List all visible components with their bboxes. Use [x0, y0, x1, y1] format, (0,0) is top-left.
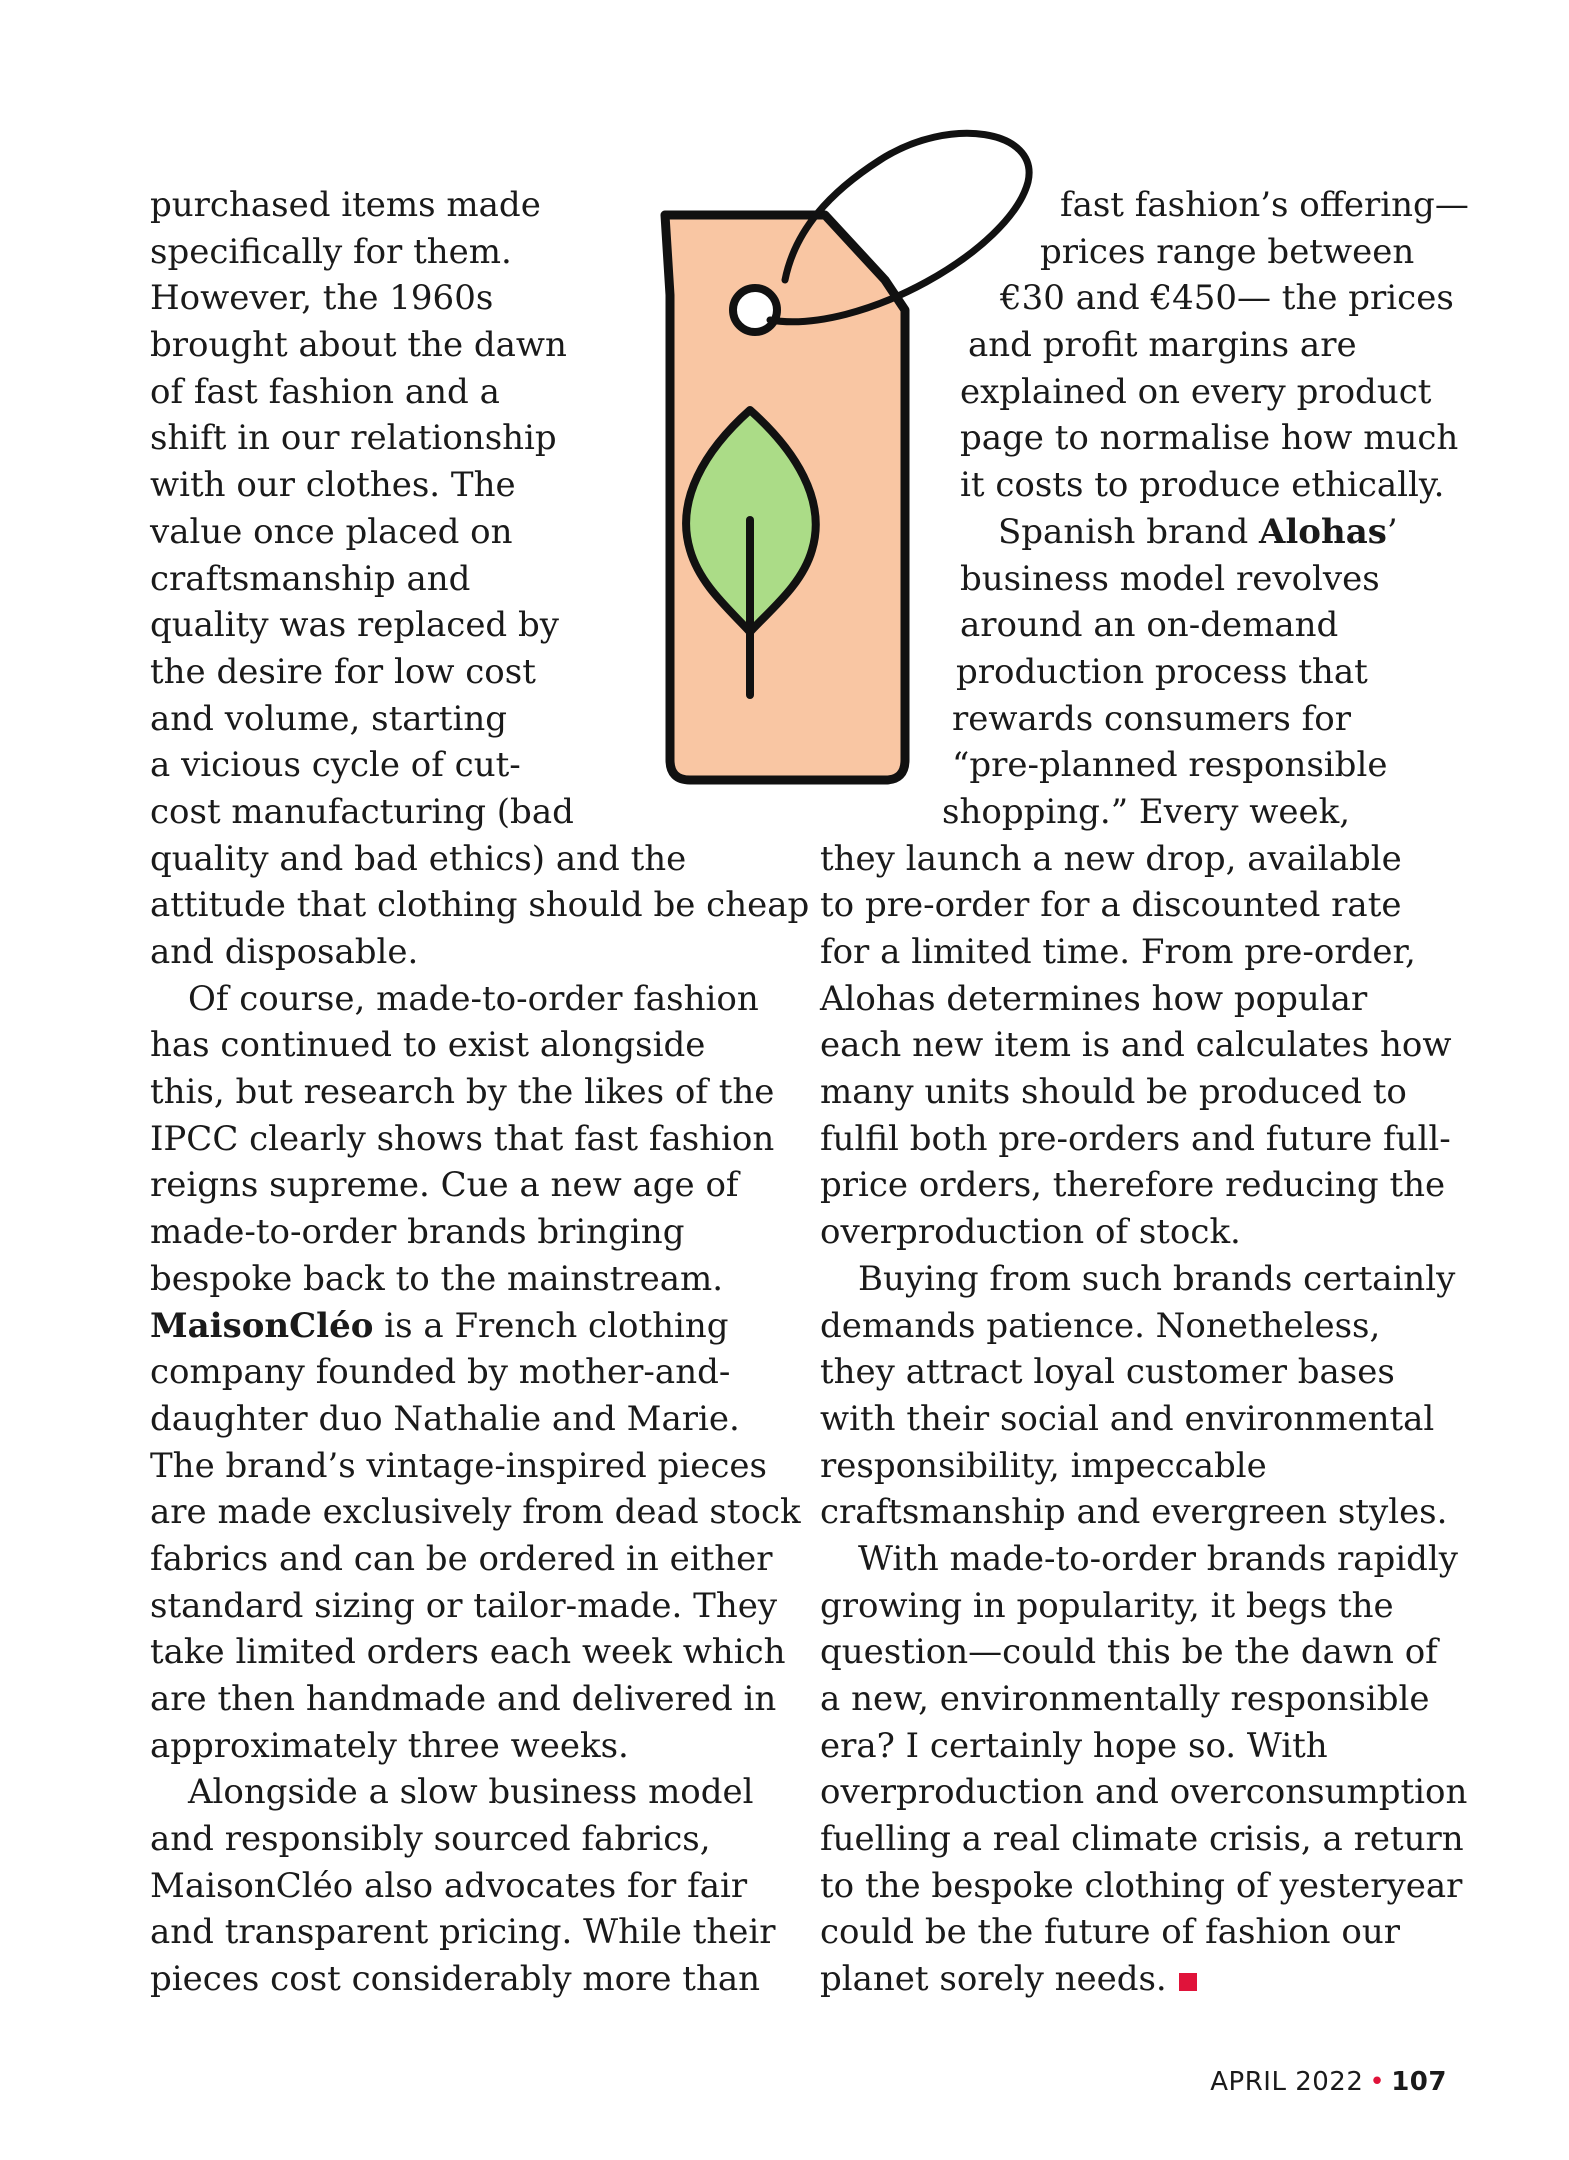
text-line — [820, 1863, 1463, 1910]
line-text: responsibility, impeccable — [820, 1445, 1267, 1486]
text-line — [150, 1116, 790, 1163]
line-text: price orders, therefore reducing the — [820, 1165, 1446, 1206]
text-line — [820, 1536, 1460, 1583]
line-text: rewards consumers for — [952, 698, 1351, 739]
line-text: shift in our relationship — [150, 418, 557, 459]
text-line — [150, 1536, 790, 1583]
text-line — [820, 1396, 1460, 1443]
line-text: many units should be produced to — [820, 1072, 1407, 1113]
text-line — [820, 1583, 1460, 1630]
line-text: company founded by mother-and- — [150, 1352, 731, 1393]
line-text: Of course, made-to-order fashion — [188, 978, 759, 1019]
text-line — [820, 1723, 1460, 1770]
issue-date: APRIL 2022 — [1210, 2067, 1364, 2097]
line-text: fuelling a real climate crisis, a return — [820, 1819, 1464, 1860]
line-text: “pre-planned responsible — [952, 745, 1388, 786]
line-text-after: ’ — [1386, 511, 1398, 552]
line-text: Alohas determines how popular — [820, 978, 1368, 1019]
text-line — [150, 1489, 801, 1536]
line-text: shopping.” Every week, — [942, 791, 1351, 832]
line-text: with our clothes. The — [150, 465, 516, 506]
text-line — [820, 1956, 1460, 2003]
text-line — [150, 1816, 790, 1863]
footer-separator: • — [1369, 2067, 1386, 2097]
text-line — [820, 1629, 1460, 1676]
text-line — [820, 1069, 1460, 1116]
line-text: fabrics and can be ordered in either — [150, 1538, 773, 1579]
line-text: fast fashion’s offering— — [1060, 185, 1469, 225]
text-line — [150, 929, 790, 976]
text-line — [150, 976, 790, 1023]
line-text: they launch a new drop, available — [820, 838, 1402, 879]
text-line — [820, 1676, 1460, 1723]
text-line — [150, 1303, 790, 1350]
line-text: craftsmanship and evergreen styles. — [820, 1492, 1448, 1533]
line-text: Spanish brand — [998, 511, 1260, 552]
line-text: purchased items made — [150, 185, 541, 225]
text-line — [150, 836, 790, 883]
line-text: a vicious cycle of cut- — [150, 745, 521, 786]
text-line — [820, 882, 1460, 929]
text-line — [820, 1769, 1468, 1816]
line-text: overproduction and overconsumption — [820, 1772, 1468, 1813]
line-text: era? I certainly hope so. With — [820, 1725, 1328, 1766]
line-text: standard sizing or tailor-made. They — [150, 1585, 778, 1626]
line-text: question—could this be the dawn of — [820, 1632, 1438, 1673]
line-text: and responsibly sourced fabrics, — [150, 1819, 711, 1860]
line-text: are made exclusively from dead stock — [150, 1492, 801, 1533]
line-text: of fast fashion and a — [150, 371, 500, 412]
line-text: The brand’s vintage-inspired pieces — [150, 1445, 767, 1486]
line-text: and transparent pricing. While their — [150, 1912, 776, 1953]
line-text: brought about the dawn — [150, 325, 567, 366]
brand-name: MaisonCléo — [150, 1305, 374, 1346]
text-line — [150, 1583, 790, 1630]
line-text: fulfil both pre-orders and future full- — [820, 1118, 1451, 1159]
text-line — [150, 1769, 790, 1816]
page-footer — [1210, 2067, 1447, 2097]
line-text: Alongside a slow business model — [188, 1772, 754, 1813]
text-line — [820, 1303, 1460, 1350]
price-tag-leaf-icon — [580, 120, 1050, 800]
text-line — [150, 1443, 790, 1490]
line-text: production process that — [956, 651, 1368, 692]
text-line — [820, 1022, 1460, 1069]
text-line — [150, 1629, 790, 1676]
line-text: and volume, starting — [150, 698, 507, 739]
line-text: MaisonCléo also advocates for fair — [150, 1865, 748, 1906]
line-text: they attract loyal customer bases — [820, 1352, 1395, 1393]
brand-name: Alohas — [1259, 511, 1387, 552]
line-text: the desire for low cost — [150, 651, 536, 692]
text-line — [820, 976, 1460, 1023]
line-text: daughter duo Nathalie and Marie. — [150, 1398, 740, 1439]
text-line — [820, 1116, 1460, 1163]
line-text: IPCC clearly shows that fast fashion — [150, 1118, 775, 1159]
line-text: around an on-demand — [960, 605, 1339, 646]
text-line — [150, 1209, 790, 1256]
line-text: cost manufacturing (bad — [150, 791, 574, 832]
line-text: this, but research by the likes of the — [150, 1072, 775, 1113]
line-text: quality and bad ethics) and the — [150, 838, 687, 879]
line-text: has continued to exist alongside — [150, 1025, 706, 1066]
line-text: page to normalise how much — [960, 418, 1459, 459]
text-line — [820, 1209, 1460, 1256]
text-line — [150, 1349, 790, 1396]
text-line — [820, 1489, 1460, 1536]
line-text: each new item is and calculates how — [820, 1025, 1452, 1066]
text-line — [820, 1256, 1460, 1303]
line-text: is a French clothing — [373, 1305, 729, 1346]
line-text: made-to-order brands bringing — [150, 1212, 685, 1253]
line-text: craftsmanship and — [150, 558, 471, 599]
line-text: with their social and environmental — [820, 1398, 1435, 1439]
text-line — [150, 1256, 790, 1303]
line-text: it costs to produce ethically. — [960, 465, 1445, 506]
end-of-article-mark — [1179, 1973, 1197, 1991]
line-text: specifically for them. — [150, 231, 512, 272]
text-line — [150, 1069, 790, 1116]
text-line — [820, 1909, 1460, 1956]
text-line — [150, 1676, 790, 1723]
text-line — [150, 1162, 790, 1209]
line-text: and profit margins are — [968, 325, 1357, 366]
text-line — [150, 1909, 790, 1956]
line-text: bespoke back to the mainstream. — [150, 1258, 724, 1299]
page-number: 107 — [1391, 2067, 1447, 2097]
line-text: Buying from such brands certainly — [858, 1258, 1456, 1299]
text-line — [820, 1349, 1460, 1396]
line-text: to pre-order for a discounted rate — [820, 885, 1402, 926]
line-text: are then handmade and delivered in — [150, 1679, 777, 1719]
text-line — [150, 1396, 790, 1443]
line-text: €30 and €450— the prices — [1000, 278, 1454, 319]
line-text: attitude that clothing should be cheap — [150, 885, 810, 926]
line-text: take limited orders each week which — [150, 1632, 786, 1673]
text-line — [820, 1162, 1460, 1209]
text-line — [820, 836, 1460, 883]
line-text: However, the 1960s — [150, 278, 494, 319]
line-text: to the bespoke clothing of yesteryear — [820, 1865, 1463, 1906]
line-text: quality was replaced by — [150, 605, 559, 646]
text-line — [150, 1723, 790, 1770]
line-text: explained on every product — [960, 371, 1432, 412]
line-text: planet sorely needs. — [820, 1959, 1167, 2000]
line-text: business model revolves — [960, 558, 1380, 599]
line-text: pieces cost considerably more than — [150, 1959, 761, 2000]
line-text: With made-to-order brands rapidly — [858, 1538, 1458, 1579]
line-text: value once placed on — [150, 511, 513, 552]
line-text: growing in popularity, it begs the — [820, 1585, 1394, 1626]
line-text: a new, environmentally responsible — [820, 1679, 1430, 1719]
line-text: could be the future of fashion our — [820, 1912, 1400, 1953]
line-text: for a limited time. From pre-order, — [820, 932, 1416, 972]
line-text: demands patience. Nonetheless, — [820, 1305, 1381, 1346]
tag-hole — [733, 288, 777, 332]
text-line — [150, 1956, 790, 2003]
text-line — [150, 1863, 790, 1910]
text-line — [150, 1022, 790, 1069]
text-line — [820, 1443, 1460, 1490]
text-line — [820, 1816, 1464, 1863]
text-line — [150, 882, 810, 929]
line-text: and disposable. — [150, 932, 419, 972]
line-text: reigns supreme. Cue a new age of — [150, 1165, 739, 1206]
line-text: prices range between — [1040, 231, 1415, 272]
text-line — [820, 929, 1460, 976]
line-text: approximately three weeks. — [150, 1725, 629, 1766]
line-text: overproduction of stock. — [820, 1212, 1241, 1253]
